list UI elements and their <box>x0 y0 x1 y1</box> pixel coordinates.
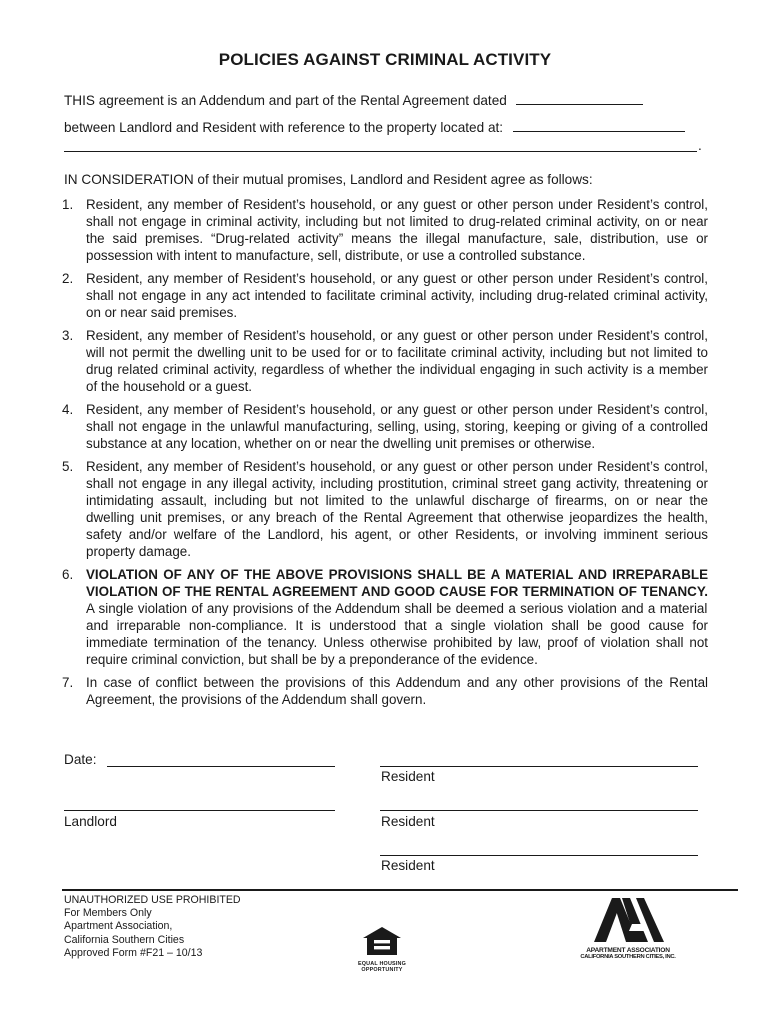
agreement-date-field[interactable] <box>516 91 643 105</box>
equal-housing-house-icon <box>362 926 402 956</box>
clause-number: 6. <box>62 567 74 582</box>
intro-line-1 <box>64 91 643 108</box>
footer-divider <box>62 889 738 891</box>
clause-3 <box>62 327 708 395</box>
landlord-signature-line[interactable] <box>64 810 335 811</box>
aa-logo-name: APARTMENT ASSOCIATION <box>586 947 670 954</box>
eho-text-line: OPPORTUNITY <box>361 967 403 973</box>
signature-date-field[interactable] <box>107 766 335 767</box>
footer-line: UNAUTHORIZED USE PROHIBITED <box>64 894 241 906</box>
footer-notice <box>64 894 241 960</box>
resident-signature-line-1[interactable] <box>380 766 698 767</box>
resident-label-2: Resident <box>381 814 435 829</box>
apartment-association-emblem-icon <box>588 896 668 942</box>
resident-signature-line-2[interactable] <box>380 810 698 811</box>
resident-signature-line-3[interactable] <box>380 855 698 856</box>
clause-text: Resident, any member of Resident’s household, or any guest or other person under Resident’s control, shall not engage in any act intended to facilitate criminal activity, including drug-related criminal activity, on or near said premises. <box>86 271 708 320</box>
eho-text-line: EQUAL HOUSING <box>357 961 407 967</box>
clause-text: Resident, any member of Resident’s household, or any guest or other person under Resident’s control, will not permit the dwelling unit to be used for or to facilitate criminal activity, including but not limited to drug related criminal activity, regardless of whether the individual engaging in such activity is a member of the household or a guest. <box>86 328 708 394</box>
apartment-association-logo <box>576 896 680 961</box>
resident-label-3: Resident <box>381 858 435 873</box>
clause-text: A single violation of any provisions of the Addendum shall be deemed a serious violation and a material and irreparable non-compliance. It is understood that a single violation shall be good cause for immediate termination of the tenancy. Unless otherwise prohibited by law, proof of violation shall not require criminal conviction, but shall be by a preponderance of the evidence. <box>86 601 708 667</box>
footer-line: Apartment Association, <box>64 920 173 933</box>
clause-text: Resident, any member of Resident’s household, or any guest or other person under Resident’s control, shall not engage in criminal activity, including but not limited to drug-related criminal activity, on or near the said premises. “Drug-related activity” means the illegal manufacture, sale, distribution, use or possession with intent to manufacture, sell, distribute, or use a controlled substance. <box>86 197 708 263</box>
clause-list <box>62 196 708 714</box>
equal-housing-logo <box>356 926 408 973</box>
intro-text-2: between Landlord and Resident with reference to the property located at: <box>64 120 504 135</box>
clause-text: Resident, any member of Resident’s household, or any guest or other person under Resident’s control, shall not engage in any illegal activity, including prostitution, criminal street gang activity, threatening or intimidating assault, including but not limited to the unlawful discharge of firearms, on or near the dwelling unit premises, or any breach of the Rental Agreement that otherwise jeopardizes the health, safety and/or welfare of the Landlord, his agent, or other Residents, or involving imminent serious property damage. <box>86 459 708 559</box>
clause-text: In case of conflict between the provisions of this Addendum and any other provisions of the Rental Agreement, the provisions of the Addendum shall govern. <box>86 675 708 707</box>
clause-bold-text: VIOLATION OF ANY OF THE ABOVE PROVISIONS SHALL BE A MATERIAL AND IRREPARABLE VIOLATION OF THE RENTAL AGREEMENT AND GOOD CAUSE FOR TERMINATION OF TENANCY. <box>86 567 708 599</box>
clause-1 <box>62 196 708 264</box>
clause-5 <box>62 458 708 560</box>
clause-4 <box>62 401 708 452</box>
footer-line: Approved Form #F21 – 10/13 <box>64 946 203 959</box>
address-period: . <box>698 138 702 153</box>
date-label: Date: <box>64 752 97 767</box>
clause-6 <box>62 566 708 668</box>
consideration-text: IN CONSIDERATION of their mutual promises, Landlord and Resident agree as follows: <box>64 172 593 187</box>
document-title: POLICIES AGAINST CRIMINAL ACTIVITY <box>218 50 552 69</box>
footer-line: For Members Only <box>64 907 152 920</box>
clause-number: 4. <box>62 402 74 417</box>
clause-number: 3. <box>62 328 74 343</box>
property-address-field-line-2[interactable] <box>64 151 697 152</box>
property-address-field[interactable] <box>513 118 685 132</box>
clause-2 <box>62 270 708 321</box>
landlord-label: Landlord <box>64 814 117 829</box>
aa-logo-subtitle: CALIFORNIA SOUTHERN CITIES, INC. <box>580 954 676 960</box>
clause-number: 5. <box>62 459 74 474</box>
footer-line: California Southern Cities <box>64 933 185 946</box>
clause-text: Resident, any member of Resident’s household, or any guest or other person under Resident’s control, shall not engage in the unlawful manufacturing, selling, using, storing, keeping or giving of a controlled substance at any location, whether on or near the dwelling unit premises or otherwise. <box>86 402 708 451</box>
clause-number: 2. <box>62 271 74 286</box>
clause-7 <box>62 674 708 708</box>
intro-line-2 <box>64 118 685 135</box>
clause-number: 1. <box>62 197 74 212</box>
resident-label-1: Resident <box>381 769 435 784</box>
intro-text-1: THIS agreement is an Addendum and part of the Rental Agreement dated <box>64 93 507 108</box>
clause-number: 7. <box>62 675 74 690</box>
